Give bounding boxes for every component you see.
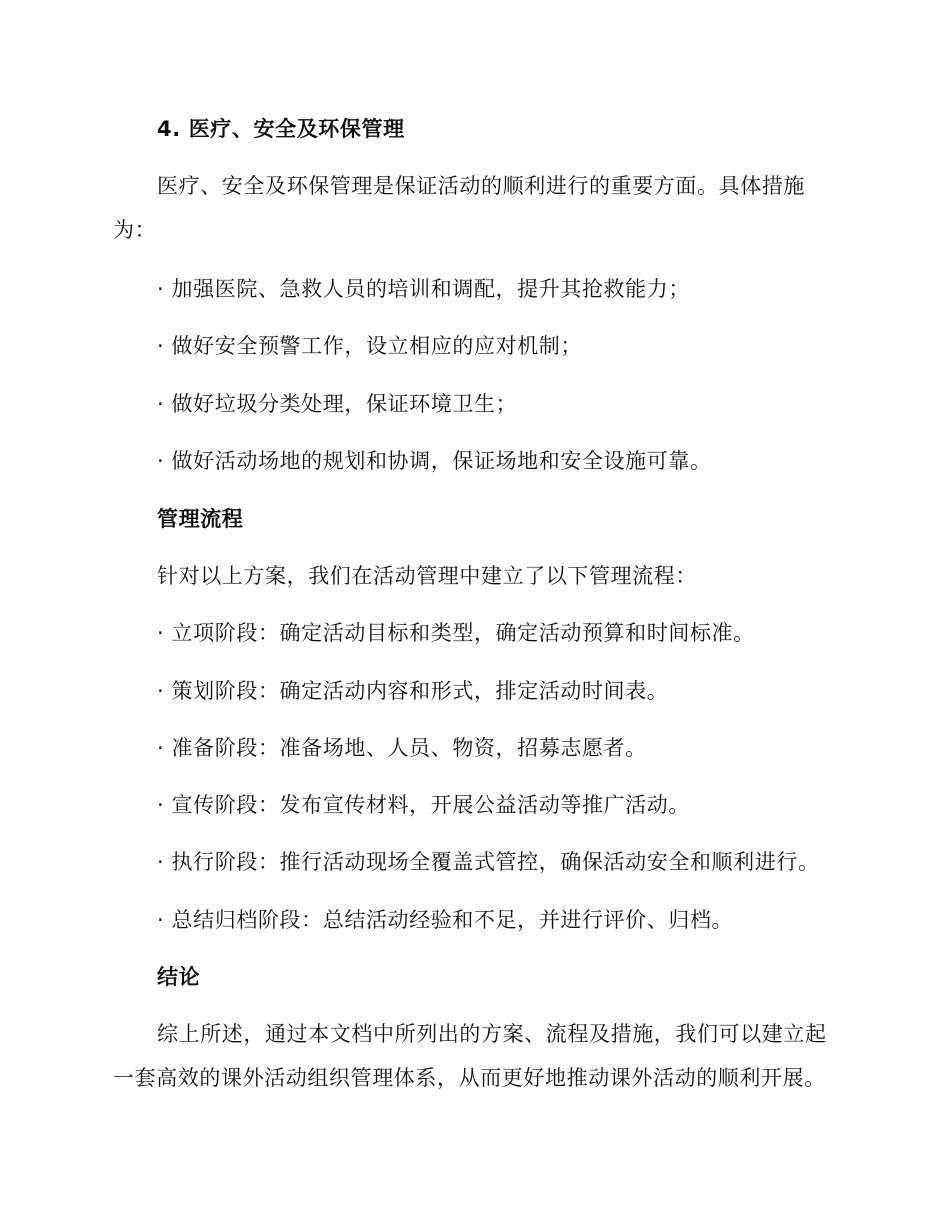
section-4-bullet: · 加强医院、急救人员的培训和调配，提升其抢救能力；	[157, 277, 690, 301]
section-4-intro-line-2: 为：	[113, 218, 157, 242]
section-4-bullet: · 做好垃圾分类处理，保证环境卫生；	[157, 392, 518, 416]
process-step: · 执行阶段：推行活动现场全覆盖式管控，确保活动安全和顺利进行。	[157, 850, 820, 874]
section-4-bullet: · 做好安全预警工作，设立相应的应对机制；	[157, 334, 582, 358]
process-step: · 总结归档阶段：总结活动经验和不足，并进行评价、归档。	[157, 908, 734, 932]
process-step: · 策划阶段：确定活动内容和形式，排定活动时间表。	[157, 679, 669, 703]
section-4-heading: 4. 医疗、安全及环保管理	[157, 117, 405, 141]
conclusion-heading: 结论	[157, 965, 201, 989]
section-4-intro-line-1: 医疗、安全及环保管理是保证活动的顺利进行的重要方面。具体措施	[157, 174, 805, 198]
process-step: · 立项阶段：确定活动目标和类型，确定活动预算和时间标准。	[157, 621, 755, 645]
process-heading: 管理流程	[157, 507, 244, 531]
section-4-bullet: · 做好活动场地的规划和协调，保证场地和安全设施可靠。	[157, 449, 712, 473]
process-intro: 针对以上方案，我们在活动管理中建立了以下管理流程：	[157, 564, 697, 588]
conclusion-line-2: 一套高效的课外活动组织管理体系，从而更好地推动课外活动的顺利开展。	[113, 1066, 826, 1090]
process-step: · 准备阶段：准备场地、人员、物资，招募志愿者。	[157, 736, 647, 760]
process-step: · 宣传阶段：发布宣传材料，开展公益活动等推广活动。	[157, 793, 690, 817]
conclusion-line-1: 综上所述，通过本文档中所列出的方案、流程及措施，我们可以建立起	[157, 1022, 827, 1046]
